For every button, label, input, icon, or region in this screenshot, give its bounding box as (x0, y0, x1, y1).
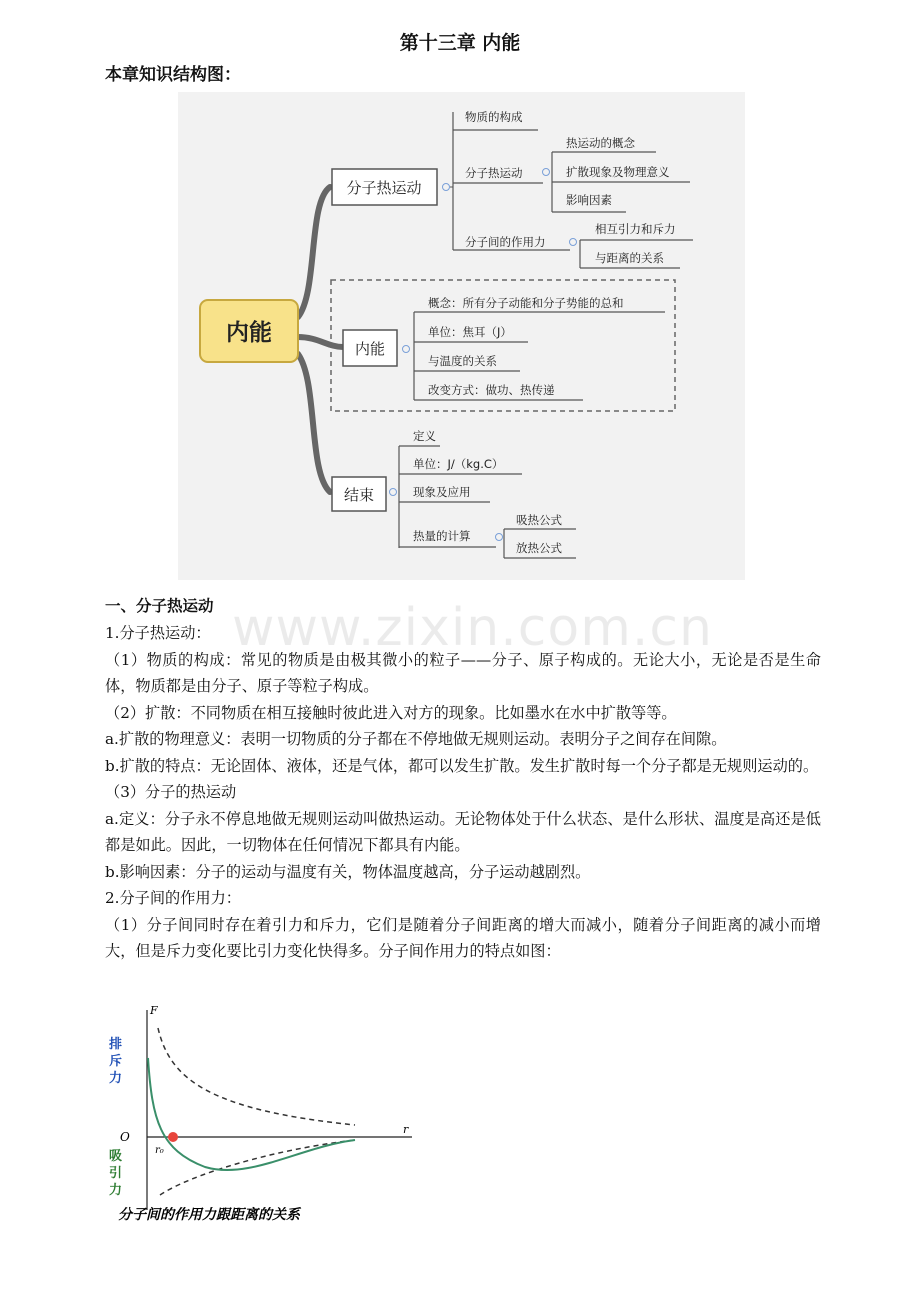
paragraph: b.影响因素：分子的运动与温度有关，物体温度越高，分子运动越剧烈。 (105, 862, 591, 881)
graph-caption: 分子间的作用力跟距离的关系 (118, 1207, 300, 1223)
section-title: 一、分子热运动 (105, 597, 214, 615)
paragraph: b.扩散的特点：无论固体、液体，还是气体，都可以发生扩散。发生扩散时每一个分子都是无规则运动的。 (105, 756, 819, 775)
svg-text:力: 力 (109, 1183, 123, 1198)
resultant-curve (148, 1058, 355, 1170)
svg-text:影响因素: 影响因素 (566, 193, 612, 207)
repulsion-label (109, 1036, 122, 1086)
equilibrium-point (168, 1132, 178, 1142)
svg-text:结束: 结束 (343, 486, 375, 504)
paragraph: 2.分子间的作用力： (105, 889, 241, 907)
paragraph: a.定义：分子永不停息地做无规则运动叫做热运动。无论物体处于什么状态、是什么形状、温度是高还是低都是如此。因此，一切物体在任何情况下都具有内能。 (105, 809, 821, 854)
paragraph: （1）物质的构成：常见的物质是由极其微小的粒子——分子、原子构成的。无论大小，无论是否是生命体，物质都是由分子、原子等粒子构成。 (105, 650, 821, 695)
r0-label: r₀ (155, 1145, 164, 1156)
svg-text:放热公式: 放热公式 (516, 541, 562, 555)
svg-text:分子间的作用力: 分子间的作用力 (465, 235, 546, 249)
svg-text:力: 力 (109, 1071, 123, 1086)
svg-text:吸热公式: 吸热公式 (516, 513, 562, 527)
paragraph: a.扩散的物理意义：表明一切物质的分子都在不停地做无规则运动。表明分子之间存在间隙。 (105, 730, 727, 748)
force-distance-graph (100, 1000, 430, 1225)
root-label: 内能 (226, 320, 272, 346)
svg-text:分子热运动: 分子热运动 (465, 166, 523, 180)
svg-text:与距离的关系: 与距离的关系 (595, 251, 664, 265)
svg-text:热量的计算: 热量的计算 (413, 529, 471, 543)
x-axis-label: r (403, 1123, 409, 1136)
paragraph: （3）分子的热运动 (105, 783, 237, 801)
svg-text:排: 排 (109, 1037, 123, 1052)
svg-text:热运动的概念: 热运动的概念 (566, 136, 635, 150)
svg-text:吸: 吸 (109, 1149, 123, 1164)
svg-text:与温度的关系: 与温度的关系 (428, 354, 497, 368)
svg-text:定义: 定义 (413, 429, 436, 443)
repulsion-curve (158, 1028, 355, 1125)
paragraph: （2）扩散：不同物质在相互接触时彼此进入对方的现象。比如墨水在水中扩散等等。 (105, 703, 677, 722)
structure-heading: 本章知识结构图： (105, 65, 241, 85)
watermark: www.zixin.com.cn (232, 598, 713, 658)
origin-label: O (120, 1130, 130, 1144)
svg-text:概念：所有分子动能和分子势能的总和: 概念：所有分子动能和分子势能的总和 (428, 296, 624, 310)
svg-text:现象及应用: 现象及应用 (413, 485, 471, 499)
knowledge-mindmap (178, 92, 745, 580)
attraction-curve (160, 1140, 355, 1195)
svg-text:内能: 内能 (354, 340, 386, 358)
svg-text:相互引力和斥力: 相互引力和斥力 (595, 222, 676, 236)
svg-text:物质的构成: 物质的构成 (465, 110, 523, 124)
y-axis-label: F (150, 1004, 158, 1017)
svg-text:改变方式：做功、热传递: 改变方式：做功、热传递 (428, 383, 555, 397)
attraction-label (109, 1149, 122, 1198)
svg-text:分子热运动: 分子热运动 (346, 179, 422, 197)
svg-text:单位：焦耳（J）: 单位：焦耳（J） (428, 325, 512, 339)
page-title: 第十三章 内能 (399, 32, 521, 54)
svg-text:斥: 斥 (109, 1054, 123, 1069)
svg-text:引: 引 (109, 1166, 123, 1181)
svg-text:扩散现象及物理意义: 扩散现象及物理意义 (566, 165, 670, 179)
paragraph: 1.分子热运动： (105, 624, 211, 642)
svg-text:单位：J/（kg.C）: 单位：J/（kg.C） (413, 457, 504, 471)
section-body (105, 620, 821, 965)
paragraph: （1）分子间同时存在着引力和斥力，它们是随着分子间距离的增大而减小，随着分子间距离的减小而增大，但是斥力变化要比引力变化快得多。分子间作用力的特点如图： (105, 915, 821, 960)
